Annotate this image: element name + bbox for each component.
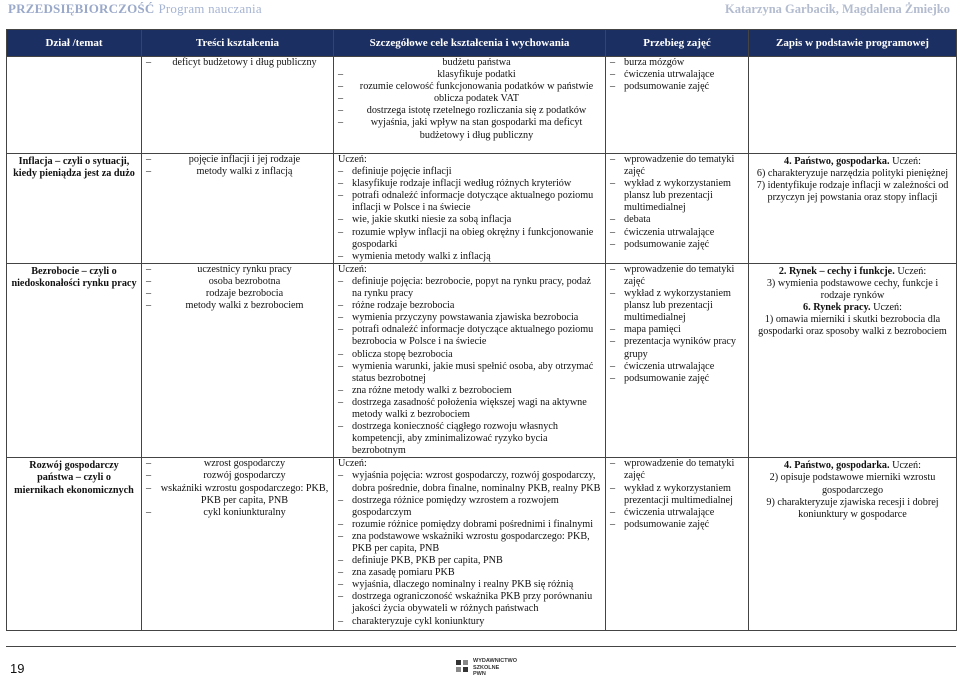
curriculum-text: Uczeń: (889, 156, 921, 167)
list-item: – różne rodzaje bezrobocia (338, 300, 601, 312)
curriculum-text: 9) charakteryzuje zjawiska recesji i dobrej koniunktury w gospodarce (766, 496, 939, 520)
content-list (146, 458, 329, 518)
list-item: – metody walki z inflacją (146, 166, 329, 178)
curriculum-line (753, 497, 952, 521)
cell-process (606, 263, 749, 458)
col-header-topic: Dział /temat (7, 30, 142, 57)
process-list (610, 264, 744, 385)
curriculum-line (753, 266, 952, 278)
list-item: budżetu państwa (442, 57, 511, 68)
list-item: – oblicza stopę bezrobocia (338, 349, 601, 361)
publisher-mark-icon (455, 659, 469, 673)
list-item: – wymienia warunki, jakie musi spełnić osoba, aby otrzymać status bezrobotnej (338, 361, 601, 385)
list-item: – rodzaje bezrobocia (146, 288, 329, 300)
cell-content (142, 458, 334, 631)
list-item: – charakteryzuje cykl koniunktury (338, 616, 601, 628)
goals-intro: Uczeń: (338, 154, 367, 165)
table-row (7, 263, 957, 458)
process-list (610, 458, 744, 531)
curriculum-line (753, 314, 952, 338)
goals-list (338, 276, 601, 457)
list-item: – potrafi odnaleźć informacje dotyczące aktualnego poziomu bezrobocia w Polsce i na świecie (338, 324, 601, 348)
list-item: – wyjaśnia, jaki wpływ na stan gospodarki ma deficyt budżetowy i dług publiczny (338, 117, 601, 141)
list-item: – definiuje pojęcia: bezrobocie, popyt na rynku pracy, podaż na rynku pracy (338, 276, 601, 300)
content-list (146, 264, 329, 312)
list-item: – ćwiczenia utrwalające (610, 227, 744, 239)
list-item: – wprowadzenie do tematyki zajęć (610, 264, 744, 288)
list-item: – ćwiczenia utrwalające (610, 361, 744, 373)
table-row (7, 154, 957, 264)
goals-intro: Uczeń: (338, 263, 367, 275)
cell-goals (334, 263, 606, 458)
cell-content (142, 57, 334, 154)
goals-list (338, 57, 601, 142)
curriculum-ref: 2. Rynek – cechy i funkcje. (778, 265, 895, 277)
curriculum-text: 7) identyfikuje rodzaje inflacji w zależności od przyczyn jej powstania oraz stopy inflacji (756, 180, 949, 204)
curriculum-line (753, 302, 952, 314)
list-item: – rozumie wpływ inflacji na obieg okrężny i funkcjonowanie gospodarki (338, 227, 601, 251)
curriculum-line (753, 460, 952, 472)
authors: Katarzyna Garbacik, Magdalena Żmiejko (725, 2, 950, 16)
list-item: – wprowadzenie do tematyki zajęć (610, 458, 744, 482)
curriculum-text: Uczeń: (894, 265, 927, 277)
cell-goals (334, 154, 606, 264)
list-item: – zna podstawowe wskaźniki wzrostu gospodarczego: PKB, PKB per capita, PNB (338, 531, 601, 555)
table-header-row (7, 30, 957, 57)
list-item: – podsumowanie zajęć (610, 519, 744, 531)
curriculum-ref: 4. Państwo, gospodarka. (784, 156, 890, 167)
page-number: 19 (10, 661, 25, 676)
curriculum-text: 6) charakteryzuje narzędzia polityki pieniężnej (756, 168, 949, 180)
list-item: – podsumowanie zajęć (610, 81, 744, 93)
list-item: – dostrzega zasadność położenia większej wagi na aktywne metody walki z bezrobociem (338, 397, 601, 421)
page-header (0, 0, 960, 20)
curriculum-line (753, 180, 952, 204)
list-item: – zna zasadę pomiaru PKB (338, 567, 601, 579)
list-item: – dostrzega różnice pomiędzy wzrostem a rozwojem gospodarczym (338, 495, 601, 519)
list-item: – metody walki z bezrobociem (146, 300, 329, 312)
list-item: – zna różne metody walki z bezrobociem (338, 385, 601, 397)
list-item: – wie, jakie skutki niesie za sobą inflacja (338, 214, 601, 226)
curriculum-ref: 6. Rynek pracy. (803, 302, 871, 314)
goals-intro: Uczeń: (338, 458, 367, 470)
list-item: – mapa pamięci (610, 324, 744, 336)
goals-list (338, 470, 601, 627)
list-item: – ćwiczenia utrwalające (610, 69, 744, 81)
curriculum-text: Uczeń: (870, 302, 902, 314)
process-list (610, 57, 744, 93)
list-item: – potrafi odnaleźć informacje dotyczące aktualnego poziomu inflacji w Polsce i na świecie (338, 190, 601, 214)
col-header-goals: Szczegółowe cele kształcenia i wychowania (334, 30, 606, 57)
cell-goals (334, 57, 606, 154)
curriculum-text: 3) wymienia podstawowe cechy, funkcje i rodzaje rynków (766, 277, 939, 302)
list-item: – rozumie różnice pomiędzy dobrami pośrednimi i finalnymi (338, 519, 601, 531)
list-item: – rozumie celowość funkcjonowania podatków w państwie (338, 81, 601, 93)
list-item: – ćwiczenia utrwalające (610, 507, 744, 519)
publisher-line: PWN (473, 671, 486, 678)
cell-goals (334, 458, 606, 631)
curriculum-line (753, 156, 952, 168)
list-item: – wyjaśnia, dlaczego nominalny i realny PKB się różnią (338, 579, 601, 591)
cell-curriculum (749, 154, 957, 264)
list-item: – wskaźniki wzrostu gospodarczego: PKB, PKB per capita, PNB (146, 483, 329, 507)
curriculum-text: 2) opisuje podstawowe mierniki wzrostu gospodarczego (769, 472, 936, 496)
list-item: – uczestnicy rynku pracy (146, 264, 329, 276)
list-item: – definiuje pojęcie inflacji (338, 166, 601, 178)
list-item: – wprowadzenie do tematyki zajęć (610, 154, 744, 178)
list-item: – cykl koniunkturalny (146, 507, 329, 519)
cell-process (606, 154, 749, 264)
list-item: – debata (610, 214, 744, 226)
list-item: – klasyfikuje podatki (338, 69, 601, 81)
cell-curriculum (749, 263, 957, 458)
brand-subtitle: Program nauczania (158, 1, 262, 16)
cell-topic (7, 57, 142, 154)
lesson-plan-table (6, 29, 957, 631)
cell-curriculum (749, 57, 957, 154)
curriculum-text: Uczeń: (889, 460, 921, 472)
list-item: – dostrzega istotę rzetelnego rozliczania się z podatków (338, 105, 601, 117)
curriculum-line (753, 278, 952, 302)
list-item: – rozwój gospodarczy (146, 470, 329, 482)
process-list (610, 154, 744, 251)
publisher-line: WYDAWNICTWO (473, 658, 517, 664)
curriculum-text: 1) omawia mierniki i skutki bezrobocia dla gospodarki oraz sposoby walki z bezrobociem (758, 314, 947, 338)
list-item: – dostrzega konieczność ciągłego rozwoju własnych kompetencji, aby zminimalizować ryzyko bycia bezrobotnym (338, 421, 601, 457)
cell-content (142, 154, 334, 264)
list-item: – klasyfikuje rodzaje inflacji według różnych kryteriów (338, 178, 601, 190)
publisher-logo (455, 658, 517, 678)
curriculum-ref: 4. Państwo, gospodarka. (784, 460, 890, 472)
content-list (146, 154, 329, 178)
list-item: – wzrost gospodarczy (146, 458, 329, 470)
table-row (7, 458, 957, 631)
list-item: – osoba bezrobotna (146, 276, 329, 288)
list-item: – pojęcie inflacji i jej rodzaje (146, 154, 329, 166)
list-item: – oblicza podatek VAT (338, 93, 601, 105)
table-row (7, 57, 957, 154)
curriculum-line (753, 168, 952, 180)
cell-process (606, 57, 749, 154)
list-item: – wymienia przyczyny powstawania zjawiska bezrobocia (338, 312, 601, 324)
goals-list (338, 166, 601, 263)
col-header-curriculum: Zapis w podstawie programowej (749, 30, 957, 57)
list-item: – burza mózgów (610, 57, 744, 69)
list-item: – podsumowanie zajęć (610, 239, 744, 251)
cell-topic: Rozwój gospodarczy państwa – czyli o miernikach ekonomicznych (7, 458, 142, 631)
brand-name: PRZEDSIĘBIORCZOŚĆ (8, 1, 155, 16)
list-item: – definiuje PKB, PKB per capita, PNB (338, 555, 601, 567)
list-item: – wykład z wykorzystaniem prezentacji multimedialnej (610, 483, 744, 507)
cell-topic: Bezrobocie – czyli o niedoskonałości rynku pracy (7, 263, 142, 458)
list-item: – prezentacja wyników pracy grupy (610, 336, 744, 360)
cell-process (606, 458, 749, 631)
list-item: – dostrzega ograniczoność wskaźnika PKB przy porównaniu jakości życia obywateli w różnych państwach (338, 591, 601, 615)
col-header-content: Treści kształcenia (142, 30, 334, 57)
brand-title (8, 1, 262, 17)
list-item: – wymienia metody walki z inflacją (338, 251, 601, 263)
cell-content (142, 263, 334, 458)
content-list (146, 57, 329, 69)
footer-divider (6, 646, 956, 647)
cell-curriculum (749, 458, 957, 631)
list-item: – wykład z wykorzystaniem plansz lub prezentacji multimedialnej (610, 288, 744, 324)
list-item: – deficyt budżetowy i dług publiczny (146, 57, 329, 69)
list-item: – wyjaśnia pojęcia: wzrost gospodarczy, rozwój gospodarczy, dobra pośrednie, dobra finalne, nominalny PKB, realny PKB (338, 470, 601, 494)
publisher-line: SZKOLNE (473, 664, 500, 671)
list-item: – wykład z wykorzystaniem plansz lub prezentacji multimedialnej (610, 178, 744, 214)
list-item: – podsumowanie zajęć (610, 373, 744, 385)
cell-topic: Inflacja – czyli o sytuacji, kiedy pieniądza jest za dużo (7, 154, 142, 264)
curriculum-line (753, 472, 952, 496)
col-header-process: Przebieg zajęć (606, 30, 749, 57)
